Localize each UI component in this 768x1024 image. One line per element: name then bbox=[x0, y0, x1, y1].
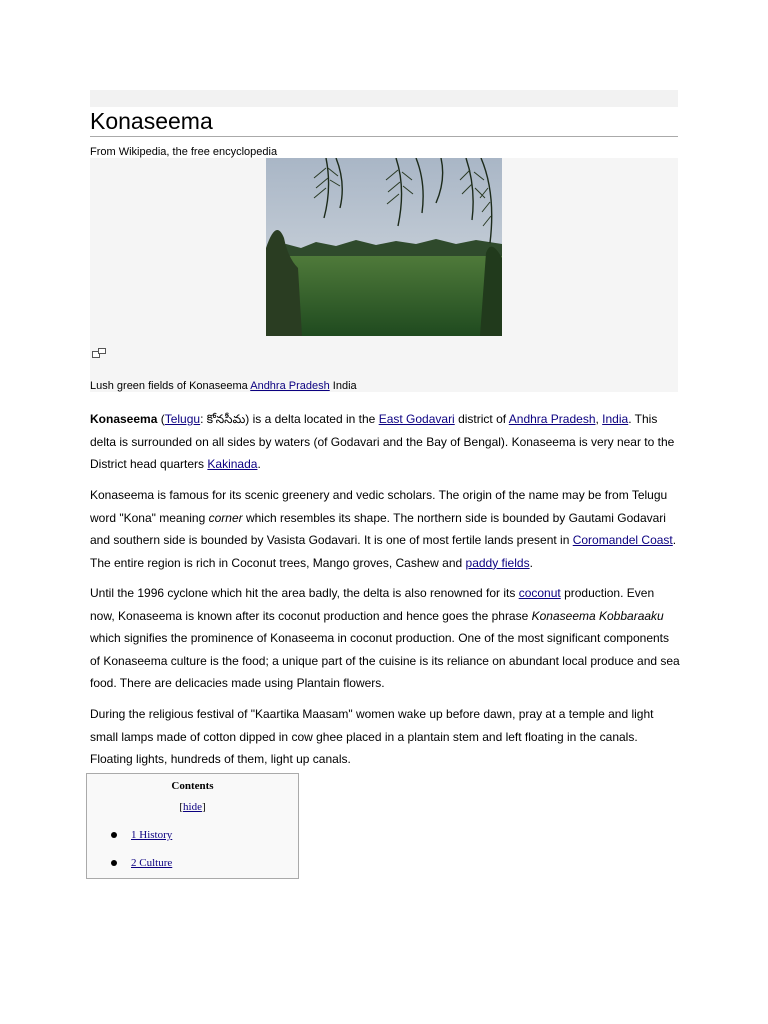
caption-text: Lush green fields of Konaseema bbox=[90, 380, 251, 392]
link-coconut[interactable]: coconut bbox=[518, 586, 561, 600]
toc-item-history bbox=[111, 829, 172, 841]
p2-text-4: . bbox=[529, 555, 533, 570]
link-paddy-fields[interactable]: paddy fields bbox=[465, 555, 530, 570]
link-coromandel-coast[interactable]: Coromandel Coast bbox=[572, 533, 673, 548]
link-telugu[interactable]: Telugu bbox=[164, 412, 201, 426]
magnify-clip-icon[interactable] bbox=[92, 348, 106, 358]
paragraph-coconut bbox=[90, 582, 680, 695]
toc-toggle bbox=[87, 801, 298, 813]
p1-text-2: : కోనసీమ) is a delta located in the bbox=[200, 412, 379, 426]
p1-text-4: , bbox=[595, 412, 603, 426]
caption-link-andhra-pradesh[interactable]: Andhra Pradesh bbox=[250, 380, 330, 392]
p1-text-6: . bbox=[257, 457, 261, 472]
paragraph-geography bbox=[90, 484, 680, 574]
paragraph-festival: During the religious festival of "Kaartika Maasam" women wake up before dawn, pray at a temple and light small lamps made of cotton dipped in cow ghee placed in a plantain stem and left floating in the canals. Floating lights, hundreds of them, light up canals. bbox=[90, 707, 654, 767]
table-of-contents bbox=[86, 773, 299, 879]
p2-text-1: Konaseema is famous for its scenic greenery and vedic scholars. The origin of the name may be from Telugu word "Kona" meaning bbox=[90, 488, 668, 525]
link-andhra-pradesh[interactable]: Andhra Pradesh bbox=[508, 412, 596, 426]
italic-kobbaraaku: Konaseema Kobbaraaku bbox=[531, 608, 664, 623]
p3-text-3: which signifies the prominence of Konaseema in coconut production. One of the most significant components of Konaseema culture is the food; a unique part of the cuisine is its reliance on abundant local produce and sea food. There are delicacies made using Plantain flowers. bbox=[90, 631, 680, 691]
figure-caption bbox=[90, 379, 357, 393]
p1-text-5: . This delta is surrounded on all sides by waters (of Godavari and the Bay of Bengal). Konaseema is very near to the District head quarters bbox=[90, 412, 675, 472]
paragraph-intro bbox=[90, 408, 680, 476]
konaseema-photo[interactable] bbox=[266, 158, 502, 336]
p1-text-1: ( bbox=[157, 412, 165, 426]
bold-konaseema: Konaseema bbox=[90, 412, 158, 426]
toc-title: Contents bbox=[171, 780, 214, 792]
toc-hide-link[interactable]: hide bbox=[183, 801, 202, 813]
top-bar bbox=[90, 90, 678, 107]
toc-link-history[interactable]: 1 History bbox=[131, 829, 173, 841]
link-kakinada[interactable]: Kakinada bbox=[207, 457, 258, 472]
p2-text-2: which resembles its shape. The northern side is bounded by Gautami Godavari and southern side is bounded by Vasista Godavari. It is one of most fertile lands present in bbox=[90, 510, 666, 548]
toc-item-culture bbox=[111, 857, 172, 869]
toc-link-culture[interactable]: 2 Culture bbox=[131, 857, 173, 869]
bullet-icon bbox=[111, 860, 117, 866]
p1-text-3: district of bbox=[454, 412, 509, 426]
italic-corner: corner bbox=[208, 510, 243, 525]
page-title: Konaseema bbox=[90, 107, 678, 137]
link-india[interactable]: India bbox=[602, 412, 629, 426]
p2-text-3: . The entire region is rich in Coconut trees, Mango groves, Cashew and bbox=[90, 533, 677, 570]
p3-text-1: Until the 1996 cyclone which hit the area badly, the delta is also renowned for its bbox=[90, 586, 519, 600]
link-east-godavari[interactable]: East Godavari bbox=[378, 412, 455, 426]
infobox-figure bbox=[90, 158, 678, 392]
bullet-icon bbox=[111, 832, 117, 838]
p3-text-2: production. Even now, Konaseema is known after its coconut production and hence goes the phrase bbox=[90, 586, 655, 623]
caption-tail: India bbox=[329, 380, 357, 392]
toc-bracket-open: [ bbox=[179, 801, 184, 813]
site-tagline: From Wikipedia, the free encyclopedia bbox=[90, 146, 278, 158]
toc-bracket-close: ] bbox=[201, 801, 206, 813]
